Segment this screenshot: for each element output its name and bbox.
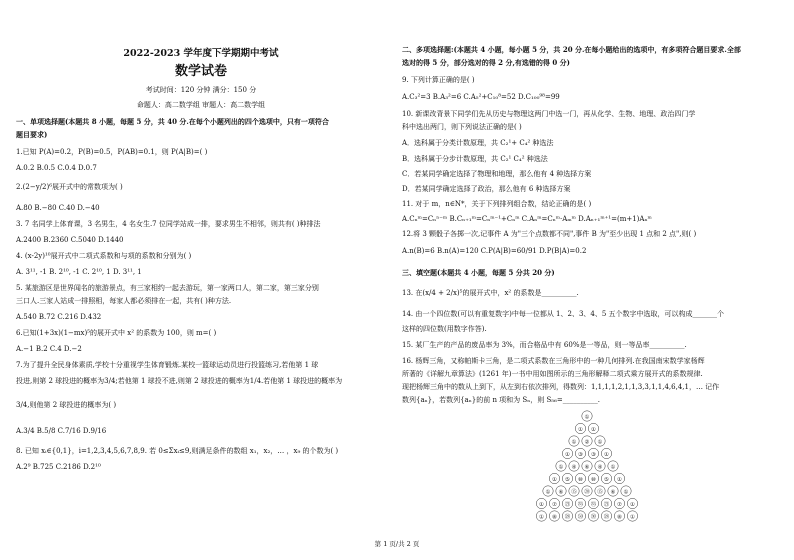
pascal-node-value: ① [545, 489, 551, 496]
options: A.n(B)=6 B.n(A)=120 C.P(A|B)=60/91 D.P(B|A)=0.2 [402, 247, 587, 255]
pascal-node-value: ① [558, 464, 564, 471]
pascal-node-value: ⑤ [604, 476, 609, 483]
pascal-node-value: ① [630, 514, 635, 521]
pascal-node-value: ① [630, 501, 635, 508]
pascal-node-value: ⑦ [617, 501, 622, 508]
question: 6.已知(1+3x)(1−mx)⁵的展开式中 x² 的系数为 100，则 m=( ) [16, 329, 217, 337]
pascal-node-value: ③ [578, 451, 583, 458]
pascal-node-value: ㉘ [564, 514, 571, 521]
question: 12.将 3 颗骰子各掷一次,记事件 A 为"三个点数都不同",事件 B 为"至少出现 1 点和 2 点",则( ) [402, 230, 697, 238]
pascal-node-value: ㉘ [603, 514, 610, 521]
option: C．若某同学确定选择了物理和地理，那么他有 4 种选择方案 [402, 170, 592, 178]
pascal-node-value: ㉟ [577, 501, 584, 508]
question: 11. 对于 m，n∈N*，关于下列排列组合数，结论正确的是( ) [402, 200, 592, 208]
options: A.0.2 B.0.5 C.0.4 D.0.7 [16, 164, 97, 172]
section-title-cont: 选对的得 5 分，部分选对的得 2 分,有选错的得 0 分) [402, 58, 570, 67]
options: A.−1 B.2 C.4 D.−2 [16, 345, 82, 353]
pascal-triangle [512, 408, 662, 528]
question-cont: 这样的四位数(用数字作答). [402, 325, 487, 333]
question: 15. 某厂生产的产品的废品率为 3%，而合格品中有 60%是一等品，则一等品率__________. [402, 341, 687, 349]
section-title: 一、单项选择题(本题共 8 小题，每题 5 分，共 40 分.在每个小题列出的四个选项中，只有一项符合 [16, 117, 329, 126]
pascal-node-value: ⑥ [610, 489, 616, 496]
section-title: 三、填空题(本题共 4 小题，每题 5 分共 20 分) [402, 268, 555, 277]
subject-title: 数学试卷 [174, 64, 227, 79]
section-title: 二、多项选择题:(本题共 4 小题，每小题 5 分，共 20 分.在每小题给出的选项中，有多项符合题目要求.全部 [402, 45, 741, 54]
question: 5. 某旅游区是世界闻名的旅游景点，有三家相约一起去游玩，第一家两口人，第二家，第三家分别 [16, 284, 319, 292]
options: A.2⁹ B.725 C.2186 D.2¹⁰ [16, 463, 101, 471]
pascal-node-value: ㉚ [590, 514, 597, 521]
pascal-node-value: ① [623, 489, 629, 496]
question: 14. 由一个四位数(可以有重复数字)中每一位都从 1、2、3、4、5 五个数字中选取，可以构成_______个 [402, 310, 725, 318]
question-cont: 科中选出两门，则下列说法正确的是( ) [402, 123, 522, 131]
pascal-node-value: ① [539, 514, 544, 521]
question: 16. 杨辉三角，又称帕斯卡三角，是二项式系数在三角形中的一种几何排列.在我国南宋数学家杨辉 [402, 357, 705, 365]
pascal-node-value: ① [578, 426, 583, 433]
option: D．若某同学确定选择了政治，那么他有 6 种选择方案 [402, 185, 571, 193]
question: 2.(2−y/2)⁶展开式中的常数项为( ) [16, 183, 123, 191]
pascal-node-value: ① [597, 439, 603, 446]
option: B．选科属于分步计数原理，共 C₂¹ C₄² 种选法 [402, 155, 548, 163]
section-title-cont: 题目要求) [16, 130, 48, 139]
options: A.Cₙᵐ=Cₙⁿ⁻ᵐ B.Cₙ₊₁ᵐ=Cₙᵐ⁻¹+Cₙᵐ C.Aₙᵐ=Cₙᵐ·Aₘᵐ D.Aₙ₊₁ᵐ⁺¹=(m+1)Aₙᵐ [402, 215, 652, 223]
pascal-node-value: ① [539, 501, 544, 508]
options: A. 3¹¹, -1 B. 2¹⁰, -1 C. 2¹⁰, 1 D. 3¹¹, 1 [16, 268, 142, 276]
question: 9. 下列计算正确的是( ) [402, 76, 475, 84]
exam-time-score: 考试时间：120 分钟 满分：150 分 [145, 86, 257, 94]
pascal-node-value: ① [565, 451, 570, 458]
pascal-node-value: ④ [571, 464, 577, 471]
pascal-node-value: ① [591, 426, 596, 433]
pascal-node-value: ① [552, 476, 557, 483]
pascal-node-value: ① [617, 476, 622, 483]
pascal-node-value: ② [584, 439, 590, 446]
pascal-node-value: ⑦ [552, 501, 557, 508]
pascal-node-value: ⑥ [558, 489, 564, 496]
pascal-node-value: ⑥ [584, 464, 590, 471]
options: A.80 B.−80 C.40 D.−40 [16, 204, 100, 212]
question-cont: 数列{aₙ}，若数列{aₙ}的前 n 项和为 Sₙ，则 S₅₆=__________. [402, 396, 600, 404]
exam-authors: 命题人：高二数学组 审题人：高二数学组 [136, 101, 266, 109]
pascal-node-value: ① [584, 414, 590, 421]
question: 4. (x-2y)¹⁰展开式中二项式系数和与项的系数和分别为( ) [16, 252, 192, 260]
pascal-node-value: ⑮ [597, 489, 603, 496]
pascal-node-value: ④ [597, 464, 603, 471]
pascal-node-value: ③ [591, 451, 596, 458]
options: A.2400 B.2360 C.5040 D.1440 [16, 236, 124, 244]
pascal-node-value: ① [604, 451, 609, 458]
pascal-node-value: ㊿ [577, 514, 584, 521]
question: 13. 在(x/4 + 2/x)⁵的展开式中，x² 的系数是__________. [402, 289, 579, 297]
options: A.C₃²=3 B.A₃²=6 C.A₅²+C₁₀⁸=52 D.C₁₀₀⁹⁸=99 [402, 93, 560, 101]
pascal-node-value: ㉟ [590, 501, 597, 508]
pascal-node-value: ㉑ [564, 501, 571, 508]
option: A．选科属于分类计数原理，共 C₂¹+ C₄² 种选法 [402, 139, 554, 147]
question: 3. 7 名同学上体育课，3 名男生，4 名女生.7 位同学站成一排，要求男生不相邻，则共有( )种排法 [16, 220, 321, 228]
question: 7.为了提升全民身体素质,学校十分重视学生体育锻炼.某校一篮球运动员进行投篮练习,若他第 1 球 [16, 361, 319, 369]
question-cont: 所著的《详解九章算法》(1261 年)一书中用如图所示的三角形解释二项式乘方展开式的系数规律. [402, 370, 703, 378]
question-cont: 三口人.三家人站成一排照相，每家人都必须排在一起，共有( )种方法. [16, 297, 232, 305]
pascal-node-value: ⑳ [584, 489, 590, 496]
page-footer: 第 1 页/共 2 页 [374, 540, 420, 548]
pascal-node-value: ⑧ [552, 514, 557, 521]
options: A.3/4 B.5/8 C.7/16 D.9/16 [16, 427, 107, 435]
pascal-node-value: ① [571, 439, 577, 446]
pascal-node-value: ⑧ [617, 514, 622, 521]
question: 8. 已知 xᵢ∈{0,1}，i=1,2,3,4,5,6,7,8,9. 若 0≤Σxᵢ≤9,则满足条件的数组 x₁，x₂，… ，x₉ 的个数为( ) [16, 447, 339, 455]
question-cont: 投进,则第 2 球投进的概率为3/4;若他第 1 球投不进,则第 2 球投进的概率为1/4.若他第 1 球投进的概率为 [16, 377, 343, 385]
exam-title: 2022-2023 学年度下学期期中考试 [123, 48, 279, 59]
pascal-node-value: ⑩ [591, 476, 596, 483]
question-cont: 3/4,则他第 2 球投进的概率为( ) [16, 401, 117, 409]
options: A.540 B.72 C.216 D.432 [16, 313, 102, 321]
question-cont: 现把杨辉三角中的数从上到下，从左到右依次排列，得数列：1,1,1,1,2,1,1,3,3,1,1,4,6,4,1，… 记作 [402, 383, 720, 391]
question: 10. 新课改背景下同学们先从历史与物理这两门中选一门，再从化学、生物、地理、政治四门学 [402, 110, 696, 118]
pascal-node-value: ⑤ [565, 476, 570, 483]
question: 1.已知 P(A)=0.2，P(B)=0.5，P(AB)=0.1，则 P(A|B)=( ) [16, 148, 208, 156]
pascal-node-value: ⑩ [578, 476, 583, 483]
pascal-node-value: ⑮ [571, 489, 577, 496]
pascal-node-value: ㉑ [603, 501, 610, 508]
pascal-node-value: ① [610, 464, 616, 471]
